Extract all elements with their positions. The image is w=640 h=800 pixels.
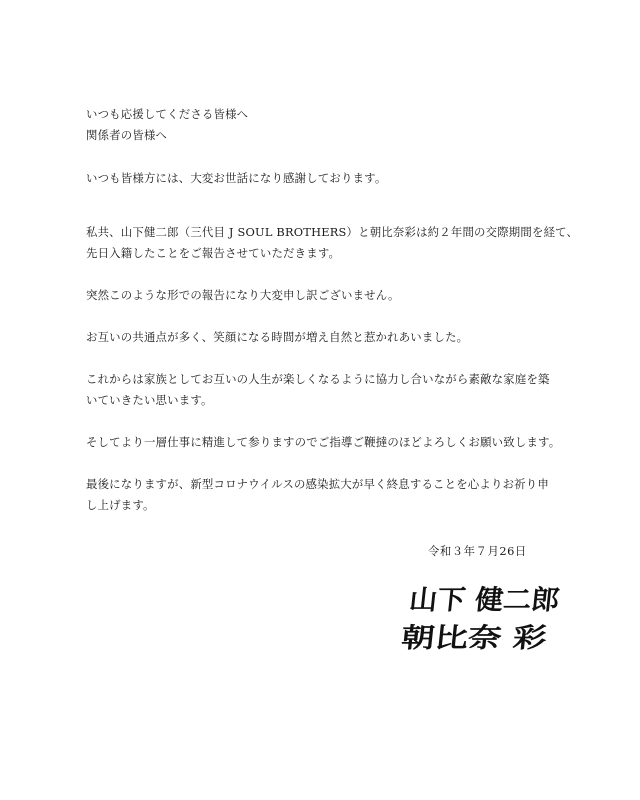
letter-body (86, 104, 586, 516)
letter-date: 令和３年７月26日 (428, 544, 527, 558)
handwritten-signature (400, 575, 570, 655)
closing-line-2: し上げます。 (86, 498, 155, 512)
closing-line-1: 最後になりますが、新型コロナウイルスの感染拡大が早く終息することを心よりお祈り申 (86, 477, 549, 491)
work-dedication-line: そしてより一層仕事に精進して参りますのでご指導ご鞭撻のほどよろしくお願い致します。 (86, 435, 561, 449)
announcement-line-2: 先日入籍したことをご報告させていただきます。 (86, 246, 341, 260)
future-line-2: いていきたい思います。 (86, 393, 213, 407)
greeting-line: いつも皆様方には、大変お世話になり感謝しております。 (86, 171, 387, 185)
future-line-1: これからは家族としてお互いの人生が楽しくなるように協力し合いながら素敵な家庭を築 (86, 372, 550, 386)
signature-graphic (400, 575, 570, 655)
salutation-supporters: いつも応援してくださる皆様へ (86, 107, 249, 121)
apology-line: 突然このような形での報告になり大変申し訳ございません。 (86, 288, 400, 302)
signature-name-1: 山下 健二郎 (407, 585, 556, 616)
salutation-stakeholders: 関係者の皆様へ (86, 128, 168, 142)
relationship-line: お互いの共通点が多く、笑顔になる時間が増え自然と惹かれあいました。 (86, 330, 469, 344)
signature-name-2: 朝比奈 彩 (400, 623, 521, 654)
announcement-line-1: 私共、山下健二郎（三代目 J SOUL BROTHERS）と朝比奈彩は約２年間の交際期間を経て、 (86, 225, 579, 239)
